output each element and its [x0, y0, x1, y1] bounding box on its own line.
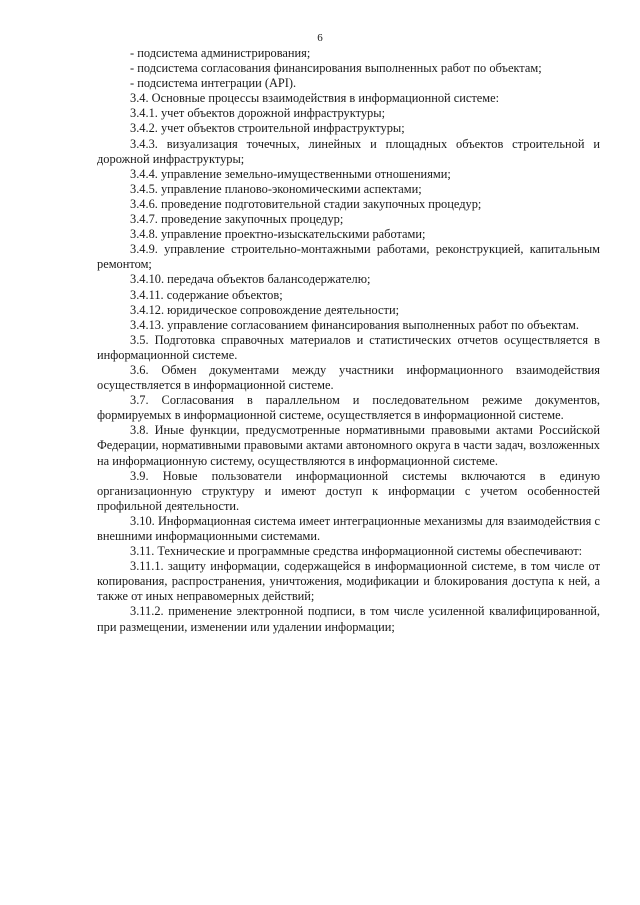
list-item: 3.11.1. защиту информации, содержащейся в информационной системе, в том числе от копирования, распространения, уничтожения, модификации и блокирования доступа к ней, а также от иных неправомерных действий;: [97, 559, 600, 604]
list-item: 3.4.1. учет объектов дорожной инфраструктуры;: [130, 106, 386, 121]
paragraph: - подсистема интеграции (API).: [130, 76, 297, 91]
document-body: [97, 46, 600, 635]
list-item: 3.4.5. управление планово-экономическими аспектами;: [130, 181, 422, 196]
list-item: 3.11.2. применение электронной подписи, в том числе усиленной квалифицированной, при размещении, изменении или удалении информации;: [97, 604, 600, 634]
paragraph: - подсистема согласования финансирования выполненных работ по объектам;: [130, 61, 542, 76]
paragraph: 3.11. Технические и программные средства информационной системы обеспечивают:: [130, 544, 583, 559]
paragraph: 3.8. Иные функции, предусмотренные нормативными правовыми актами Российской Федерации, нормативными правовыми актами автономного округа в части задач, возложенных на информационную систему, осуществляются в информационной системе.: [97, 423, 600, 468]
list-item: 3.4.10. передача объектов балансодержателю;: [130, 272, 371, 287]
list-item: 3.4.4. управление земельно-имущественными отношениями;: [130, 166, 451, 181]
paragraph: 3.10. Информационная система имеет интеграционные механизмы для взаимодействия с внешними информационными системами.: [97, 513, 600, 543]
list-item: 3.4.13. управление согласованием финансирования выполненных работ по объектам.: [130, 317, 579, 332]
list-item: 3.4.11. содержание объектов;: [130, 287, 283, 302]
paragraph: 3.7. Согласования в параллельном и последовательном режиме документов, формируемых в информационной системе, осуществляется в информационной системе.: [97, 393, 600, 423]
page-number: 6: [317, 32, 323, 44]
paragraph: - подсистема администрирования;: [130, 46, 311, 60]
paragraph: 3.6. Обмен документами между участники информационного взаимодействия осуществляется в информационной системе.: [97, 362, 600, 393]
paragraph: 3.9. Новые пользователи информационной системы включаются в единую организационную структуру и имеют доступ к информации с учетом особенностей профильной деятельности.: [97, 468, 600, 513]
list-item: 3.4.6. проведение подготовительной стадии закупочных процедур;: [130, 196, 482, 211]
section-heading: 3.4. Основные процессы взаимодействия в информационной системе:: [130, 91, 500, 106]
list-item: 3.4.3. визуализация точечных, линейных и площадных объектов строительной и дорожной инфраструктуры;: [97, 136, 600, 166]
list-item: 3.4.12. юридическое сопровождение деятельности;: [130, 302, 400, 317]
paragraph: 3.5. Подготовка справочных материалов и статистических отчетов осуществляется в информационной системе.: [97, 332, 600, 362]
list-item: 3.4.8. управление проектно-изыскательскими работами;: [130, 227, 426, 242]
list-item: 3.4.7. проведение закупочных процедур;: [130, 212, 344, 227]
list-item: 3.4.9. управление строительно-монтажными работами, реконструкцией, капитальным ремонтом;: [97, 242, 600, 272]
list-item: 3.4.2. учет объектов строительной инфраструктуры;: [130, 121, 405, 136]
